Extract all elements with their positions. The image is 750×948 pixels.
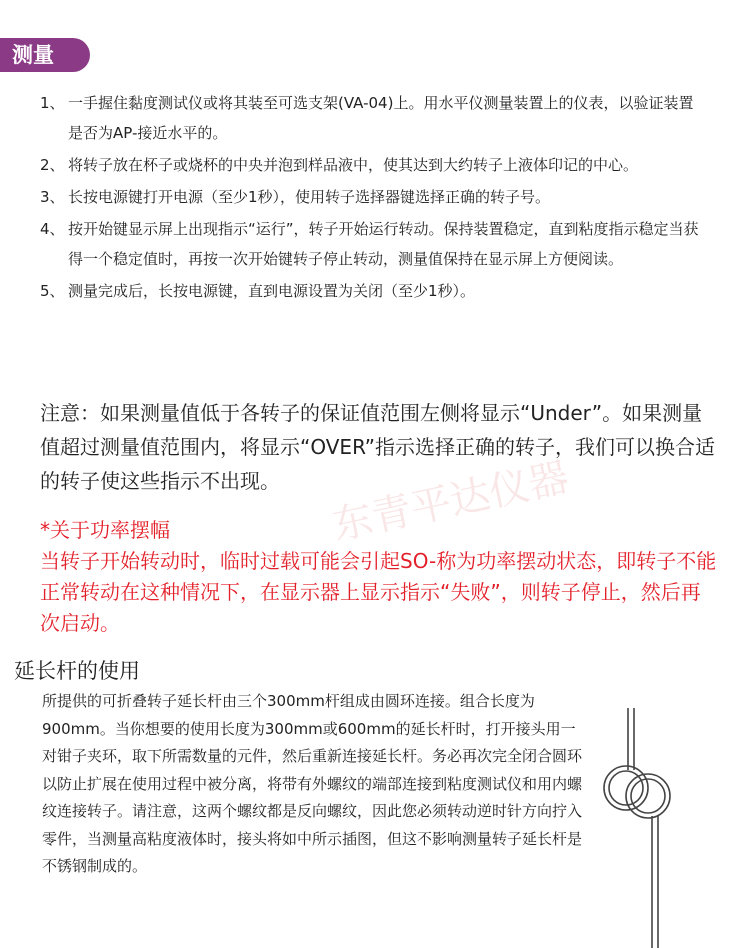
step-text: 将转子放在杯子或烧杯的中央并泡到样品液中，使其达到大约转子上液体印记的中心。 xyxy=(68,156,639,174)
step-item xyxy=(40,276,700,306)
step-number: 4、 xyxy=(40,220,65,238)
watermark: 东青平达仪器 xyxy=(328,454,573,550)
measurement-steps xyxy=(40,88,700,308)
step-number: 3、 xyxy=(40,188,65,206)
extension-rod-rings-illustration xyxy=(598,708,688,948)
power-swing-warning xyxy=(40,515,720,639)
warning-text: 当转子开始转动时，临时过载可能会引起SO-称为功率摆动状态，即转子不能正常转动在这种情况下，在显示器上显示指示“失败”，则转子停止，然后再次启动。 xyxy=(40,549,717,635)
warning-title: *关于功率摆幅 xyxy=(40,518,170,542)
step-number: 1、 xyxy=(40,94,65,112)
step-text: 测量完成后，长按电源键，直到电源设置为关闭（至少1秒）。 xyxy=(68,282,476,300)
step-number: 2、 xyxy=(40,156,65,174)
extension-rod-text: 所提供的可折叠转子延长杆由三个300mm杆组成由圆环连接。组合长度为900mm。当你想要的使用长度为300mm或600mm的延长杆时，打开接头用一对钳子夹环，取下所需数量的元件，然后重新连接延长杆。务必再次完全闭合圆环以防止扩展在使用过程中被分离，将带有外螺纹的端部连接到粘度测试仪和用内螺纹连接转子。请注意，这两个螺纹都是反向螺纹，因此您必须转动逆时针方向拧入零件，当测量高粘度液体时，接头将如中所示插图，但这不影响测量转子延长杆是不锈钢制成的。 xyxy=(42,692,583,875)
note-paragraph: 注意：如果测量值低于各转子的保证值范围左侧将显示“Under”。如果测量值超过测量值范围内，将显示“OVER”指示选择正确的转子，我们可以换合适的转子使这些指示不出现。 xyxy=(40,401,716,493)
step-text: 一手握住黏度测试仪或将其装至可选支架(VA-04)上。用水平仪测量装置上的仪表，以验证装置是否为AP-接近水平的。 xyxy=(68,94,694,142)
extension-rod-title: 延长杆的使用 xyxy=(14,659,140,683)
step-text: 长按电源键打开电源（至少1秒），使用转子选择器键选择正确的转子号。 xyxy=(68,188,551,206)
step-item xyxy=(40,88,700,148)
step-number: 5、 xyxy=(40,282,65,300)
step-text: 按开始键显示屏上出现指示“运行”，转子开始运行转动。保持装置稳定，直到粘度指示稳定当获得一个稳定值时，再按一次开始键转子停止转动，测量值保持在显示屏上方便阅读。 xyxy=(68,220,699,268)
step-item xyxy=(40,150,700,180)
step-item xyxy=(40,182,700,212)
section-badge-measure: 测量 xyxy=(0,38,90,72)
step-item xyxy=(40,214,700,274)
